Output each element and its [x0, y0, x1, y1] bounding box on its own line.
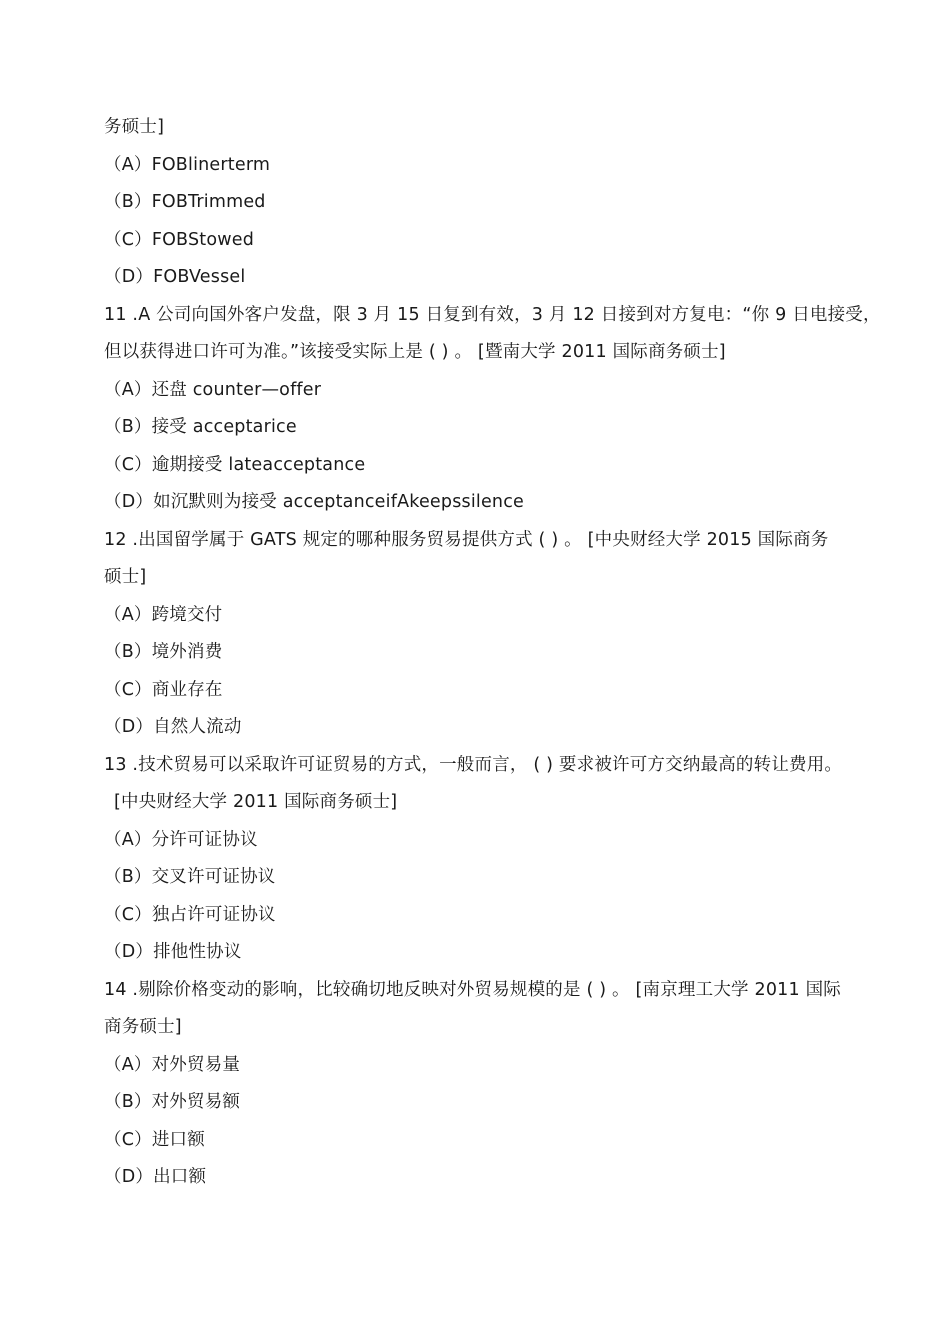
q14-option-a: （A）对外贸易量: [104, 1055, 241, 1075]
q12-option-c: （C）商业存在: [104, 680, 223, 700]
q10-option-b: （B）FOBTrimmed: [104, 192, 266, 212]
q10-continuation: 务硕士]: [104, 117, 165, 137]
q11-stem-line1: 11 .A 公司向国外客户发盘，限 3 月 15 日复到有效，3 月 12 日接到对方复电：“你 9 日电接受，: [104, 305, 881, 325]
q12-stem-line1: 12 .出国留学属于 GATS 规定的哪种服务贸易提供方式 ( ) 。 [中央财经大学 2015 国际商务: [104, 530, 829, 550]
q12-stem-line2: 硕士]: [104, 567, 147, 587]
q14-stem-line1: 14 .剔除价格变动的影响，比较确切地反映对外贸易规模的是 ( ) 。 [南京理工大学 2011 国际: [104, 980, 841, 1000]
q11-stem-line2: 但以获得进口许可为准。”该接受实际上是 ( ) 。 [暨南大学 2011 国际商务硕士]: [104, 342, 726, 362]
q12-option-d: （D）自然人流动: [104, 717, 242, 737]
q11-option-b: （B）接受 acceptarice: [104, 417, 297, 437]
q11-option-c: （C）逾期接受 lateacceptance: [104, 455, 366, 475]
q13-option-c: （C）独占许可证协议: [104, 905, 276, 925]
q10-option-a: （A）FOBlinerterm: [104, 155, 271, 175]
q11-option-a: （A）还盘 counter—offer: [104, 380, 322, 400]
q14-stem-line2: 商务硕士]: [104, 1017, 182, 1037]
q13-option-b: （B）交叉许可证协议: [104, 867, 276, 887]
q14-option-d: （D）出口额: [104, 1167, 207, 1187]
q13-stem-line2: [中央财经大学 2011 国际商务硕士]: [114, 792, 398, 812]
q13-option-d: （D）排他性协议: [104, 942, 242, 962]
q10-option-d: （D）FOBVessel: [104, 267, 246, 287]
q11-option-d: （D）如沉默则为接受 acceptanceifAkeepssilence: [104, 492, 524, 512]
q10-option-c: （C）FOBStowed: [104, 230, 255, 250]
q14-option-c: （C）进口额: [104, 1130, 205, 1150]
q13-option-a: （A）分许可证协议: [104, 830, 258, 850]
q12-option-b: （B）境外消费: [104, 642, 223, 662]
q12-option-a: （A）跨境交付: [104, 605, 223, 625]
q14-option-b: （B）对外贸易额: [104, 1092, 241, 1112]
q13-stem-line1: 13 .技术贸易可以采取许可证贸易的方式，一般而言， ( ) 要求被许可方交纳最高的转让费用。: [104, 755, 843, 775]
